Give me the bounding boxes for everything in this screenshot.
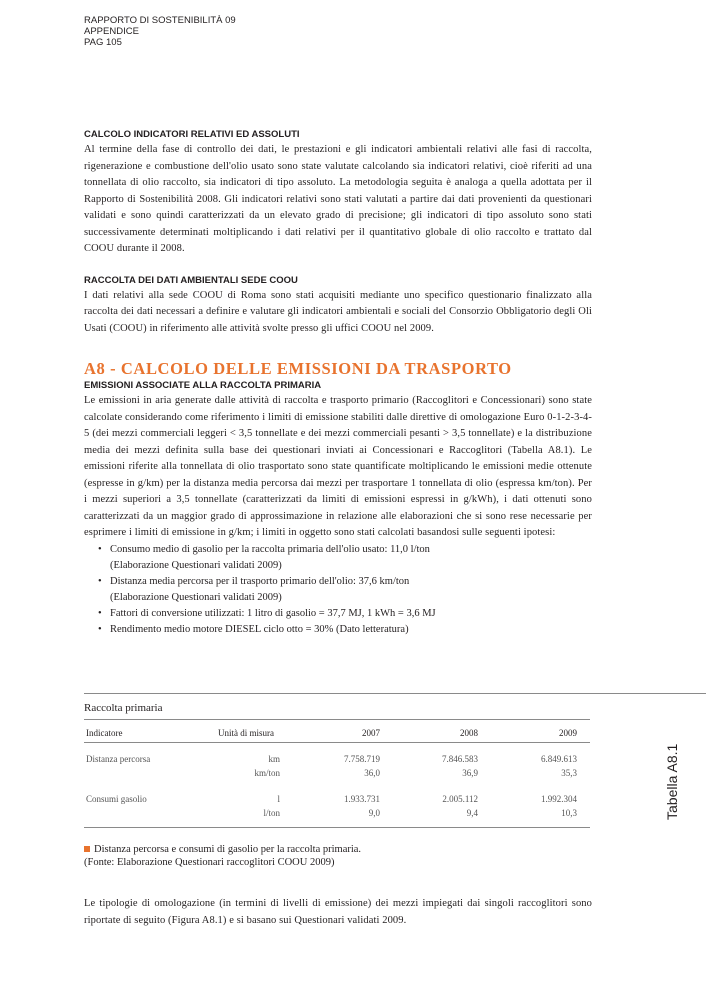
table-cell-value: 9,4 xyxy=(466,808,478,818)
table-cell-indicator: Consumi gasolio xyxy=(86,794,147,804)
page-number: PAG 105 xyxy=(84,37,122,48)
table-cell-value: 35,3 xyxy=(561,768,577,778)
table-rule xyxy=(84,719,590,720)
list-item: • Consumo medio di gasolio per la raccolta primaria dell'olio usato: 11,0 l/ton (Elaborazione Questionari validati 2009) xyxy=(98,542,592,574)
list-item: • Fattori di conversione utilizzati: 1 litro di gasolio = 37,7 MJ, 1 kWh = 3,6 MJ xyxy=(98,606,592,622)
table-title: Raccolta primaria xyxy=(84,702,163,714)
list-item: • Rendimento medio motore DIESEL ciclo otto = 30% (Dato letteratura) xyxy=(98,622,592,638)
table-caption xyxy=(84,843,361,869)
list-item: • Distanza media percorsa per il trasporto primario dell'olio: 37,6 km/ton (Elaborazione Questionari validati 2009) xyxy=(98,574,592,606)
caption-text: Distanza percorsa e consumi di gasolio per la raccolta primaria. xyxy=(94,844,362,855)
section-label: APPENDICE xyxy=(84,26,139,37)
col-header-2008: 2008 xyxy=(460,728,478,738)
table-cell-value: 9,0 xyxy=(368,808,380,818)
final-paragraph: Le tipologie di omologazione (in termini di livelli di emissione) dei mezzi impiegati dai singoli raccoglitori sono riportate di seguito (Figura A8.1) e si basano sui Questionari validati 2009. xyxy=(84,898,592,926)
heading-data-collection: RACCOLTA DEI DATI AMBIENTALI SEDE COOU xyxy=(84,274,298,286)
caption-source: (Fonte: Elaborazione Questionari raccoglitori COOU 2009) xyxy=(84,857,335,868)
main-content xyxy=(84,128,592,638)
paragraph-emissions: Le emissioni in aria generate dalle attività di raccolta e trasporto primario (Raccoglitori e Concessionari) sono state calcolate considerando come riferimento i limiti di emissione stabiliti dalle direttive di omologazione Euro 0-1-2-3-4-5 (dei mezzi commerciali leggeri < 3,5 tonnellate e dei mezzi commerciali pesanti > 3,5 tonnellate) e la distribuzione media dei mezzi definita sulla base dei questionari inviati ai Concessionari e Raccoglitori (Tabella A8.1). Le emissioni riferite alla tonnellata di olio trasportato sono state quantificate moltiplicando le emissioni medie ottenute (espresse in g/km) per la distanza media percorsa dai mezzi per trasportare 1 tonnellata di olio (espressa km/ton). Per i mezzi superiori a 3,5 tonnellate (caratterizzati da limiti di emissioni espressi in g/kWh), i dati ottenuti sono caratterizzati da un maggior grado di approssimazione in relazione alle elaborazioni che si sono rese necessarie per esprimere i limiti di emissione in g/km; i limiti in oggetto sono stati calcolati basandosi sulle seguenti ipotesi: xyxy=(84,395,592,538)
final-paragraph-wrap xyxy=(84,896,592,929)
table-cell-unit: km/ton xyxy=(254,768,280,778)
table-cell-unit: l/ton xyxy=(263,808,280,818)
table-rule xyxy=(84,827,590,828)
table-top-rule xyxy=(84,693,706,694)
section-title-a8: A8 - CALCOLO DELLE EMISSIONI DA TRASPORTO xyxy=(84,359,512,378)
heading-emissions: EMISSIONI ASSOCIATE ALLA RACCOLTA PRIMARIA xyxy=(84,380,322,391)
col-header-indicator: Indicatore xyxy=(86,728,123,738)
col-header-2007: 2007 xyxy=(362,728,380,738)
table-cell-value: 1.933.731 xyxy=(344,794,380,804)
caption-marker-icon xyxy=(84,846,90,852)
table-side-label: Tabella A8.1 xyxy=(664,743,680,820)
table-cell-value: 6.849.613 xyxy=(541,754,577,764)
table-cell-value: 2.005.112 xyxy=(442,794,478,804)
table-cell-value: 36,0 xyxy=(364,768,380,778)
page-header xyxy=(84,15,236,48)
assumptions-list xyxy=(84,542,592,638)
table-cell-unit: km xyxy=(268,754,280,764)
table-cell-value: 7.758.719 xyxy=(344,754,380,764)
table-cell-value: 10,3 xyxy=(561,808,577,818)
col-header-2009: 2009 xyxy=(559,728,577,738)
table-cell-value: 7.846.583 xyxy=(442,754,478,764)
report-title: RAPPORTO DI SOSTENIBILITÀ 09 xyxy=(84,15,236,26)
table-rule xyxy=(84,742,590,743)
table-cell-unit: l xyxy=(277,794,280,804)
col-header-unit: Unità di misura xyxy=(218,728,274,738)
paragraph-data-collection: I dati relativi alla sede COOU di Roma sono stati acquisiti mediante uno specifico questionario finalizzato alla raccolta dei dati necessari a definire e valutare gli indicatori ambientali e sociali del Consorzio Obbligatorio degli Oli Usati (COOU) in riferimento alle attività svolte presso gli uffici COOU nel 2009. xyxy=(84,289,592,334)
table-cell-value: 36,9 xyxy=(462,768,478,778)
heading-indicators: CALCOLO INDICATORI RELATIVI ED ASSOLUTI xyxy=(84,129,300,140)
paragraph-indicators: Al termine della fase di controllo dei dati, le prestazioni e gli indicatori ambientali relativi alle fasi di raccolta, rigenerazione e combustione dell'olio usato sono state valutate calcolando sia indicatori relativi, cioè riferiti ad una tonnellata di olio raccolto, sia indicatori di tipo assoluto. La metodologia seguita è analoga a quella adottata per il Rapporto di Sostenibilità 2008. Gli indicatori relativi sono stati valutati a partire dai dati provenienti da questionari validati e sono quindi caratterizzati da un elevato grado di precisione; gli indicatori di tipo assoluto sono stati successivamente determinati moltiplicando i dati relativi per il quantitativo globale di olio raccolto e trattato dal COOU durante il 2008. xyxy=(84,144,592,254)
table-cell-value: 1.992.304 xyxy=(541,794,577,804)
table-cell-indicator: Distanza percorsa xyxy=(86,754,151,764)
